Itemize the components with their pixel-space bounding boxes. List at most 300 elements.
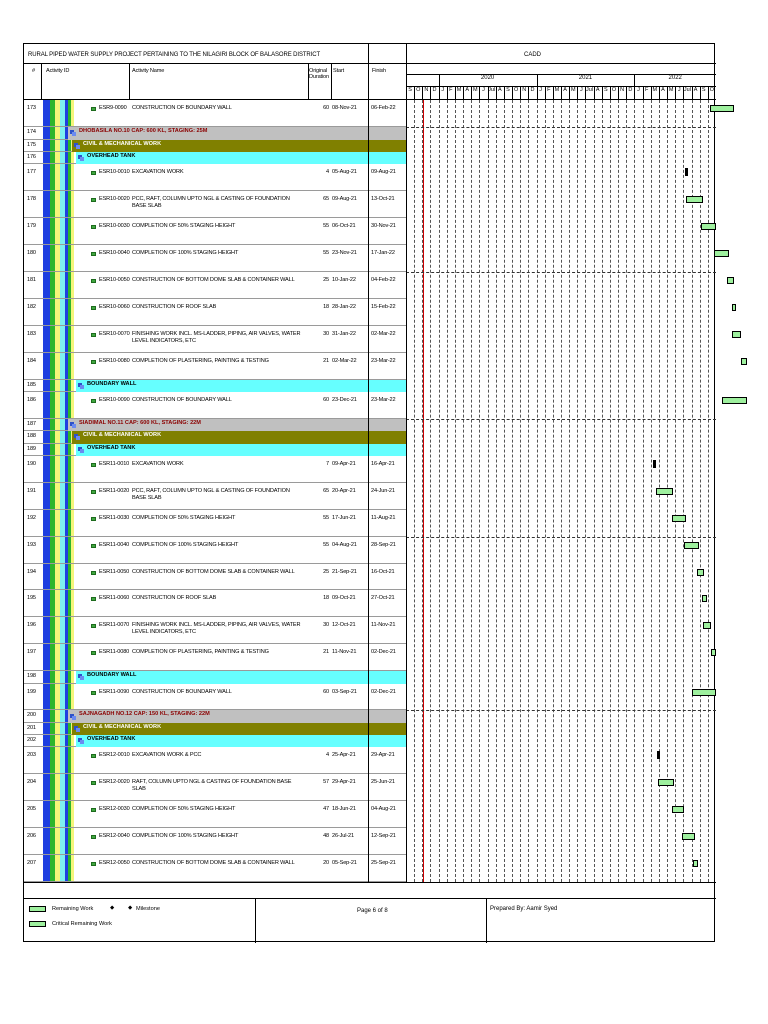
row-number: 173 [27,105,36,111]
activity-id: ESR11-0070 [99,622,130,629]
table-row[interactable] [24,774,716,801]
start-date: 23-Nov-21 [332,250,357,257]
finish-date: 24-Jun-21 [371,487,395,494]
table-row[interactable] [24,510,716,537]
activity-name: EXCAVATION WORK [132,460,184,467]
month-label: S [604,87,608,93]
activity-name: CONSTRUCTION OF BOUNDARY WALL [132,688,232,695]
wbs-row[interactable] [24,152,716,164]
legend-critical-swatch [29,921,46,927]
activity-name: FINISHING WORK INCL. MS-LADDER, PIPING, AIR VALVES, WATER LEVEL INDICATORS, ETC [132,622,301,636]
activity-id: ESR10-0080 [99,357,130,364]
table-row[interactable] [24,590,716,617]
year-label: 2020 [480,75,495,81]
month-label: M [456,87,462,93]
legend-critical-label: Critical Remaining Work [52,921,112,927]
activity-id: ESR10-0010 [99,169,130,176]
finish-date: 16-Apr-21 [371,460,395,467]
wbs-label: OVERHEAD TANK [87,444,136,451]
row-number: 185 [27,381,36,388]
row-number: 182 [27,303,36,310]
wbs-row[interactable] [24,431,716,443]
wbs-icon [78,383,84,389]
month-label: A [693,87,698,93]
month-label: Jul [586,87,594,93]
activity-id: ESR11-0090 [99,688,130,695]
start-date: 23-Dec-21 [332,396,357,403]
gantt-bar[interactable] [653,460,656,468]
duration: 65 [323,487,329,494]
table-row[interactable] [24,245,716,272]
table-row[interactable] [24,483,716,510]
gantt-bar[interactable] [682,833,695,840]
wbs-band [76,671,406,683]
wbs-label: BOUNDARY WALL [87,380,137,387]
row-number: 177 [27,169,36,176]
month-label: D [432,87,437,93]
legend-milestone-label: Milestone [136,906,160,912]
row-number: 187 [27,420,36,427]
finish-date: 04-Aug-21 [371,806,396,813]
month-label: J [482,87,485,93]
table-row[interactable] [24,456,716,483]
row-number: 206 [27,833,36,840]
activity-name: COMPLETION OF PLASTERING, PAINTING & TESTING [132,357,269,364]
schedule-frame [23,43,715,942]
finish-date: 11-Aug-21 [371,514,396,521]
activity-name: CONSTRUCTION OF BOUNDARY WALL [132,396,232,403]
finish-date: 09-Aug-21 [371,169,396,176]
month-label: A [595,87,600,93]
finish-date: 15-Feb-22 [371,303,396,310]
table-row[interactable] [24,828,716,855]
wbs-icon [70,130,76,136]
row-number: 191 [27,487,36,494]
activity-name: COMPLETION OF 100% STAGING HEIGHT [132,833,239,840]
table-row[interactable] [24,272,716,299]
month-label: J [677,87,681,93]
month-label: N [424,87,429,93]
start-date: 09-Apr-21 [332,460,356,467]
month-label: A [661,87,665,93]
gantt-bar[interactable] [710,105,734,112]
month-label: D [628,87,633,93]
table-row[interactable] [24,747,716,774]
row-number: 197 [27,649,36,656]
activity-name: FINISHING WORK INCL. MS-LADDER, PIPING, AIR VALVES, WATER LEVEL INDICATORS, ETC [132,330,301,344]
finish-date: 16-Oct-21 [371,568,395,575]
start-date: 05-Sep-21 [332,860,357,867]
row-number: 180 [27,250,36,257]
duration: 25 [323,568,329,575]
row-number: 207 [27,860,36,867]
gantt-bar[interactable] [722,397,746,404]
finish-date: 27-Oct-21 [371,595,395,602]
row-number: 193 [27,541,36,548]
month-label: N [620,87,625,93]
wbs-label: BOUNDARY WALL [87,672,137,679]
row-number: 205 [27,806,36,813]
wbs-label: CIVIL & MECHANICAL WORK [83,723,162,730]
task-icon [91,597,96,601]
row-number: 200 [27,712,36,719]
start-date: 26-Jul-21 [332,833,354,840]
gantt-bar[interactable] [741,358,747,365]
row-number: 176 [27,153,36,160]
gantt-bar[interactable] [658,779,673,786]
gantt-bar[interactable] [711,649,717,656]
row-number: 204 [27,779,36,786]
month-label: O [513,87,519,93]
wbs-icon [74,143,80,149]
wbs-row[interactable] [24,419,716,431]
activity-name: EXCAVATION WORK [132,169,184,176]
activity-id: ESR10-0060 [99,303,130,310]
duration: 60 [323,688,329,695]
wbs-band [76,444,406,456]
gantt-bar[interactable] [672,806,685,813]
row-number: 179 [27,223,36,230]
finish-date: 02-Dec-21 [371,688,396,695]
table-row[interactable] [24,392,716,419]
month-label: S [506,87,510,93]
gantt-bar[interactable] [656,488,673,495]
task-icon [91,360,96,364]
month-label: Jul [683,87,691,93]
activity-id: ESR12-0050 [99,860,130,867]
month-label: N [522,87,527,93]
wbs-row[interactable] [24,140,716,152]
activity-id: ESR12-0020 [99,779,130,786]
col-duration-header: Original Duration [309,68,329,80]
month-label: M [652,87,658,93]
gantt-bar[interactable] [692,689,716,696]
task-icon [91,544,96,548]
activity-name: CONSTRUCTION OF BOTTOM DOME SLAB & CONTAINER WALL [132,860,295,867]
legend-remaining-swatch [29,906,46,912]
month-label: S [408,87,412,93]
activity-id: ESR12-0040 [99,833,130,840]
col-finish-header: Finish [372,68,387,74]
finish-date: 11-Nov-21 [371,622,396,629]
duration: 7 [326,460,329,467]
activity-id: ESR11-0080 [99,649,130,656]
row-number: 194 [27,568,36,575]
gantt-bar[interactable] [727,277,734,284]
finish-date: 06-Feb-22 [371,105,396,111]
task-icon [91,808,96,812]
col-start-header: Start [333,68,345,74]
gantt-bar[interactable] [684,542,699,549]
activity-id: ESR12-0030 [99,806,130,813]
wbs-label: OVERHEAD TANK [87,736,136,743]
task-icon [91,517,96,521]
gantt-bar[interactable] [697,569,704,576]
duration: 4 [326,752,329,759]
wbs-label: CIVIL & MECHANICAL WORK [83,432,162,439]
month-label: S [701,87,706,93]
activity-table [24,100,716,882]
gantt-bar[interactable] [693,860,698,867]
finish-date: 25-Sep-21 [371,860,396,867]
start-date: 09-Aug-21 [332,196,357,203]
finish-date: 23-Mar-22 [371,357,396,364]
wbs-row[interactable] [24,380,716,392]
row-number: 189 [27,445,36,452]
year-label: 2022 [668,75,682,81]
col-activity-id-header: Activity ID [46,68,70,74]
month-label: D [530,87,535,93]
wbs-icon [74,434,80,440]
wbs-band [72,723,406,735]
table-row[interactable] [24,353,716,380]
wbs-band [68,419,406,431]
finish-date: 02-Mar-22 [371,330,396,337]
row-number: 201 [27,724,36,731]
month-label: J [580,87,583,93]
task-icon [91,781,96,785]
duration: 18 [323,595,329,602]
wbs-row[interactable] [24,735,716,747]
month-label: F [547,87,551,93]
row-number: 174 [27,129,36,136]
duration: 4 [326,169,329,176]
wbs-icon [78,674,84,680]
start-date: 10-Jan-22 [332,276,356,283]
activity-id: ESR10-0040 [99,250,130,257]
task-icon [91,279,96,283]
duration: 21 [323,649,329,656]
gantt-bar[interactable] [672,515,687,522]
row-number: 199 [27,688,36,695]
activity-id: ESR11-0010 [99,460,130,467]
activity-id: ESR10-0050 [99,276,130,283]
wbs-label: DHOBASILA NO.10 CAP: 600 KL, STAGING: 25M [79,128,208,135]
activity-id: ESR12-0010 [99,752,130,759]
row-number: 202 [27,737,36,744]
start-date: 09-Oct-21 [332,595,356,602]
finish-date: 04-Feb-22 [371,276,396,283]
activity-name: CONSTRUCTION OF ROOF SLAB [132,303,217,310]
activity-name: EXCAVATION WORK & PCC [132,752,202,759]
start-date: 29-Apr-21 [332,779,356,786]
start-date: 11-Nov-21 [332,649,357,656]
start-date: 25-Apr-21 [332,752,356,759]
activity-name: COMPLETION OF 50% STAGING HEIGHT [132,514,236,521]
table-row[interactable] [24,684,716,711]
gantt-bar[interactable] [701,223,716,230]
wbs-label: SAJNAGADH NO.12 CAP: 150 KL, STAGING: 22M [79,711,210,718]
gantt-bar[interactable] [732,331,741,338]
duration: 57 [323,779,329,786]
wbs-band [68,127,406,139]
activity-name: CONSTRUCTION OF BOTTOM DOME SLAB & CONTAINER WALL [132,276,295,283]
task-icon [91,651,96,655]
row-number: 188 [27,433,36,440]
task-icon [91,399,96,403]
prepared-by: Prepared By: Aamir Syed [490,906,558,912]
start-date: 06-Oct-21 [332,223,356,230]
table-row[interactable] [24,326,716,353]
duration: 55 [323,250,329,257]
wbs-icon [78,738,84,744]
month-label: M [473,87,478,93]
activity-name: COMPLETION OF 50% STAGING HEIGHT [132,223,236,230]
finish-date: 02-Dec-21 [371,649,396,656]
activity-name: COMPLETION OF PLASTERING, PAINTING & TESTING [132,649,269,656]
table-row[interactable] [24,617,716,644]
gantt-bar[interactable] [714,250,729,257]
month-label: J [539,87,542,93]
wbs-icon [70,422,76,428]
duration: 65 [323,196,329,203]
gantt-bar[interactable] [686,196,703,203]
gantt-bar[interactable] [657,751,660,759]
activity-id: ESR11-0060 [99,595,130,602]
task-icon [91,754,96,758]
gantt-bar[interactable] [732,304,737,311]
activity-name: PCC, RAFT, COLUMN UPTO NGL & CASTING OF FOUNDATION BASE SLAB [132,196,290,210]
table-row[interactable] [24,801,716,828]
activity-id: ESR10-0020 [99,196,130,203]
start-date: 18-Jun-21 [332,806,356,813]
page-number: Page 6 of 8 [357,908,388,914]
wbs-row[interactable] [24,723,716,735]
duration: 30 [323,622,329,629]
table-row[interactable] [24,564,716,591]
col-activity-name-header: Activity Name [132,68,165,74]
duration: 60 [323,105,329,111]
start-date: 12-Oct-21 [332,622,356,629]
finish-date: 28-Sep-21 [371,541,396,548]
wbs-icon [70,714,76,720]
task-icon [91,171,96,175]
gantt-bar[interactable] [703,622,711,629]
col-num-header: # [32,68,35,74]
table-row[interactable] [24,537,716,564]
duration: 25 [323,276,329,283]
duration: 60 [323,396,329,403]
table-row[interactable] [24,191,716,218]
month-label: F [644,87,649,93]
start-date: 17-Jun-21 [332,514,356,521]
wbs-label: CIVIL & MECHANICAL WORK [83,140,162,147]
brand-label: CADD [524,52,542,58]
duration: 55 [323,541,329,548]
task-icon [91,252,96,256]
activity-id: ESR11-0020 [99,487,130,494]
row-number: 183 [27,330,36,337]
wbs-row[interactable] [24,671,716,683]
wbs-icon [78,447,84,453]
wbs-label: OVERHEAD TANK [87,152,136,159]
activity-id: ESR11-0030 [99,514,130,521]
project-title: RURAL PIPED WATER SUPPLY PROJECT PERTAINING TO THE NILAGIRI BLOCK OF BALASORE DISTRICT [28,52,321,58]
activity-id: ESR9-0090 [99,105,127,111]
month-label: O [611,87,617,93]
wbs-row[interactable] [24,710,716,722]
finish-date: 29-Apr-21 [371,752,395,759]
table-row[interactable] [24,299,716,326]
month-label: Jul [488,87,496,93]
finish-date: 12-Sep-21 [371,833,396,840]
gantt-bar[interactable] [685,168,688,176]
duration: 48 [323,833,329,840]
duration: 30 [323,330,329,337]
duration: 55 [323,514,329,521]
activity-name: PCC, RAFT, COLUMN UPTO NGL & CASTING OF FOUNDATION BASE SLAB [132,487,290,501]
start-date: 02-Mar-22 [332,357,357,364]
start-date: 04-Aug-21 [332,541,357,548]
task-icon [91,490,96,494]
finish-date: 23-Mar-22 [371,396,396,403]
legend-remaining-label: Remaining Work [52,906,94,912]
duration: 55 [323,223,329,230]
activity-name: CONSTRUCTION OF BOTTOM DOME SLAB & CONTAINER WALL [132,568,295,575]
finish-date: 25-Jun-21 [371,779,395,786]
wbs-icon [78,155,84,161]
month-label: F [449,87,453,93]
row-number: 203 [27,752,36,759]
wbs-row[interactable] [24,127,716,139]
row-number: 184 [27,357,36,364]
wbs-band [76,735,406,747]
wbs-row[interactable] [24,444,716,456]
start-date: 05-Aug-21 [332,169,357,176]
year-label: 2021 [578,75,593,81]
wbs-band [76,380,406,392]
activity-name: COMPLETION OF 100% STAGING HEIGHT [132,250,239,257]
duration: 47 [323,806,329,813]
month-label: J [441,87,445,93]
month-label: O [709,87,715,93]
row-number: 192 [27,514,36,521]
wbs-label: SIADIMAL NO.11 CAP: 600 KL, STAGING: 22M [79,419,201,426]
duration: 20 [323,860,329,867]
wbs-icon [74,726,80,732]
finish-date: 13-Oct-21 [371,196,395,203]
task-icon [91,691,96,695]
month-label: M [668,87,674,93]
table-row[interactable] [24,100,716,127]
table-row[interactable] [24,164,716,191]
task-icon [91,333,96,337]
month-label: A [563,87,567,93]
task-icon [91,198,96,202]
start-date: 03-Sep-21 [332,688,357,695]
finish-date: 30-Nov-21 [371,223,396,230]
activity-name: CONSTRUCTION OF BOUNDARY WALL [132,105,232,111]
row-number: 190 [27,460,36,467]
activity-name: COMPLETION OF 50% STAGING HEIGHT [132,806,236,813]
month-label: M [554,87,560,93]
task-icon [91,571,96,575]
month-label: A [465,87,469,93]
row-number: 195 [27,595,36,602]
task-icon [91,107,96,111]
table-row[interactable] [24,855,716,882]
table-row[interactable] [24,218,716,245]
activity-name: COMPLETION OF 100% STAGING HEIGHT [132,541,239,548]
legend-milestone-icon: ◆ [128,905,133,911]
table-row[interactable] [24,644,716,671]
wbs-band [72,431,406,443]
task-icon [91,835,96,839]
activity-name: CONSTRUCTION OF ROOF SLAB [132,595,217,602]
task-icon [91,463,96,467]
start-date: 21-Sep-21 [332,568,357,575]
gantt-bar[interactable] [702,595,707,602]
